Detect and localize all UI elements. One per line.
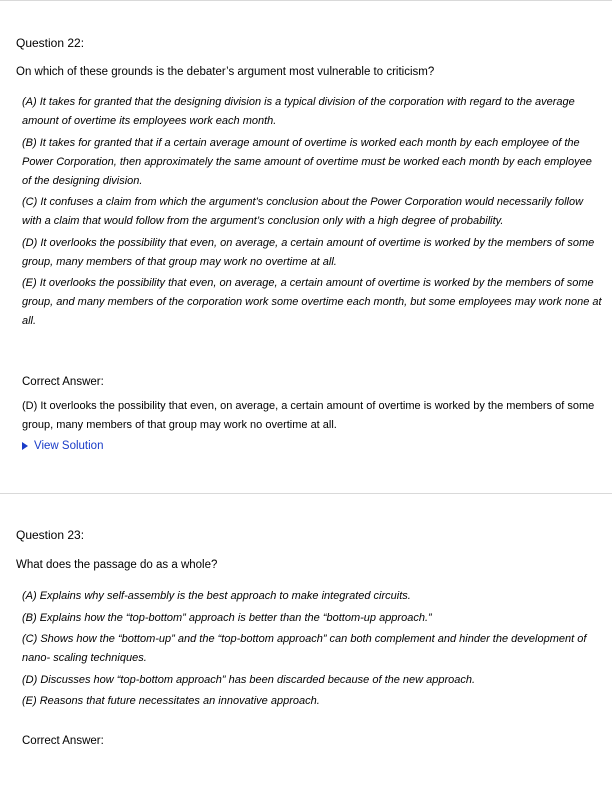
option-b: (B) Explains how the “top-bottom” approach is better than the “bottom-up approach.” xyxy=(22,611,432,624)
option-d: (D) It overlooks the possibility that even, on average, a certain amount of overtime is worked by the members of some group, many members of that group may work no overtime at all. xyxy=(22,236,595,268)
question-22-title: Question 22: xyxy=(16,36,85,50)
option-c: (C) It confuses a claim from which the argument’s conclusion about the Power Corporation would necessarily follow with a claim that would follow from the argument’s conclusion only with a high degree of probability. xyxy=(22,196,584,227)
question-22-correct-answer-text: (D) It overlooks the possibility that even, on average, a certain amount of overtime is worked by the members of some group, many members of that group may work no overtime at all. xyxy=(22,400,595,431)
triangle-right-icon xyxy=(22,442,28,450)
question-22-prompt: On which of these grounds is the debater’s argument most vulnerable to criticism? xyxy=(16,66,435,78)
question-22-correct-answer-label: Correct Answer: xyxy=(22,376,104,388)
question-divider xyxy=(0,493,612,494)
question-23-prompt: What does the passage do as a whole? xyxy=(16,559,218,571)
option-c: (C) Shows how the “bottom-up” and the “top-bottom approach” can both complement and hinder the development of nano- scaling techniques. xyxy=(22,633,587,664)
question-23-options xyxy=(22,587,602,714)
option-e: (E) It overlooks the possibility that even, on average, a certain amount of overtime is worked by the members of some group, and many members of the corporation work some overtime each month, but some employees may work none at all. xyxy=(22,277,602,327)
option-a: (A) Explains why self-assembly is the best approach to make integrated circuits. xyxy=(22,590,411,602)
option-a: (A) It takes for granted that the designing division is a typical division of the corporation with regard to the average amount of overtime its employees work each month. xyxy=(22,96,575,127)
top-divider xyxy=(0,0,612,1)
question-23-title: Question 23: xyxy=(16,528,85,542)
option-d: (D) Discusses how “top-bottom approach” has been discarded because of the new approach. xyxy=(22,673,476,686)
option-b: (B) It takes for granted that if a certain average amount of overtime is worked each month by each employee of the Power Corporation, then approximately the same amount of overtime must be worked each month by each employee of the designing division. xyxy=(22,136,592,187)
question-22-options xyxy=(22,93,602,334)
view-solution-button[interactable] xyxy=(22,440,103,452)
view-solution-label: View Solution xyxy=(34,440,104,452)
question-23-correct-answer-label: Correct Answer: xyxy=(22,735,104,747)
option-e: (E) Reasons that future necessitates an innovative approach. xyxy=(22,695,320,707)
